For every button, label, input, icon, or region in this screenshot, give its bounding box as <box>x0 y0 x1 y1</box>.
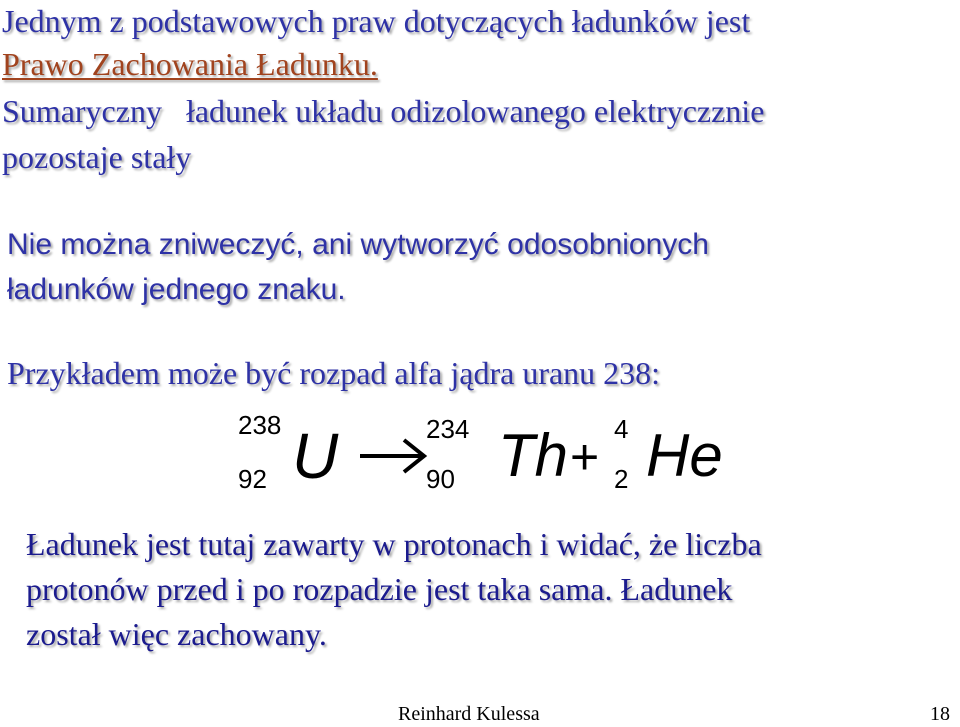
intro-line: Jednym z podstawowych praw dotyczących ładunków jest <box>2 3 751 39</box>
conclusion-line-2: protonów przed i po rozpadzie jest taka sama. Ładunek <box>26 571 733 607</box>
thorium-atomic-number: 90 <box>426 464 455 494</box>
paragraph-line-1: Nie można zniweczyć, ani wytworzyć odosobnionych <box>7 228 709 261</box>
definition-line-2: pozostaje stały <box>2 139 192 175</box>
intro-block <box>2 0 750 86</box>
thorium-mass-number: 234 <box>426 414 470 444</box>
plus-sign: + <box>570 429 600 485</box>
paragraph-block <box>7 222 907 312</box>
law-name: Prawo Zachowania Ładunku. <box>2 46 378 82</box>
definition-line-1: Sumaryczny ładunek układu odizolowanego elektryczznie <box>2 93 765 129</box>
decay-equation <box>236 408 736 508</box>
helium-atomic-number: 2 <box>614 464 629 494</box>
conclusion-line-1: Ładunek jest tutaj zawarty w protonach i widać, że liczba <box>26 526 762 562</box>
slide-footer <box>0 703 960 727</box>
helium-symbol: He <box>646 422 723 489</box>
uranium-symbol: U <box>292 420 339 492</box>
example-intro: Przykładem może być rozpad alfa jądra uranu 238: <box>7 355 661 391</box>
uranium-atomic-number: 92 <box>238 464 267 494</box>
conclusion-line-3: został więc zachowany. <box>26 616 327 652</box>
paragraph-line-2: ładunków jednego znaku. <box>7 273 346 306</box>
definition-block <box>2 88 764 180</box>
reaction-arrow-icon <box>360 440 424 472</box>
footer-author: Reinhard Kulessa <box>398 703 540 725</box>
thorium-symbol: Th <box>498 422 569 489</box>
uranium-mass-number: 238 <box>238 410 282 440</box>
helium-mass-number: 4 <box>614 414 629 444</box>
conclusion-block <box>26 522 946 657</box>
page-number: 18 <box>930 703 950 725</box>
